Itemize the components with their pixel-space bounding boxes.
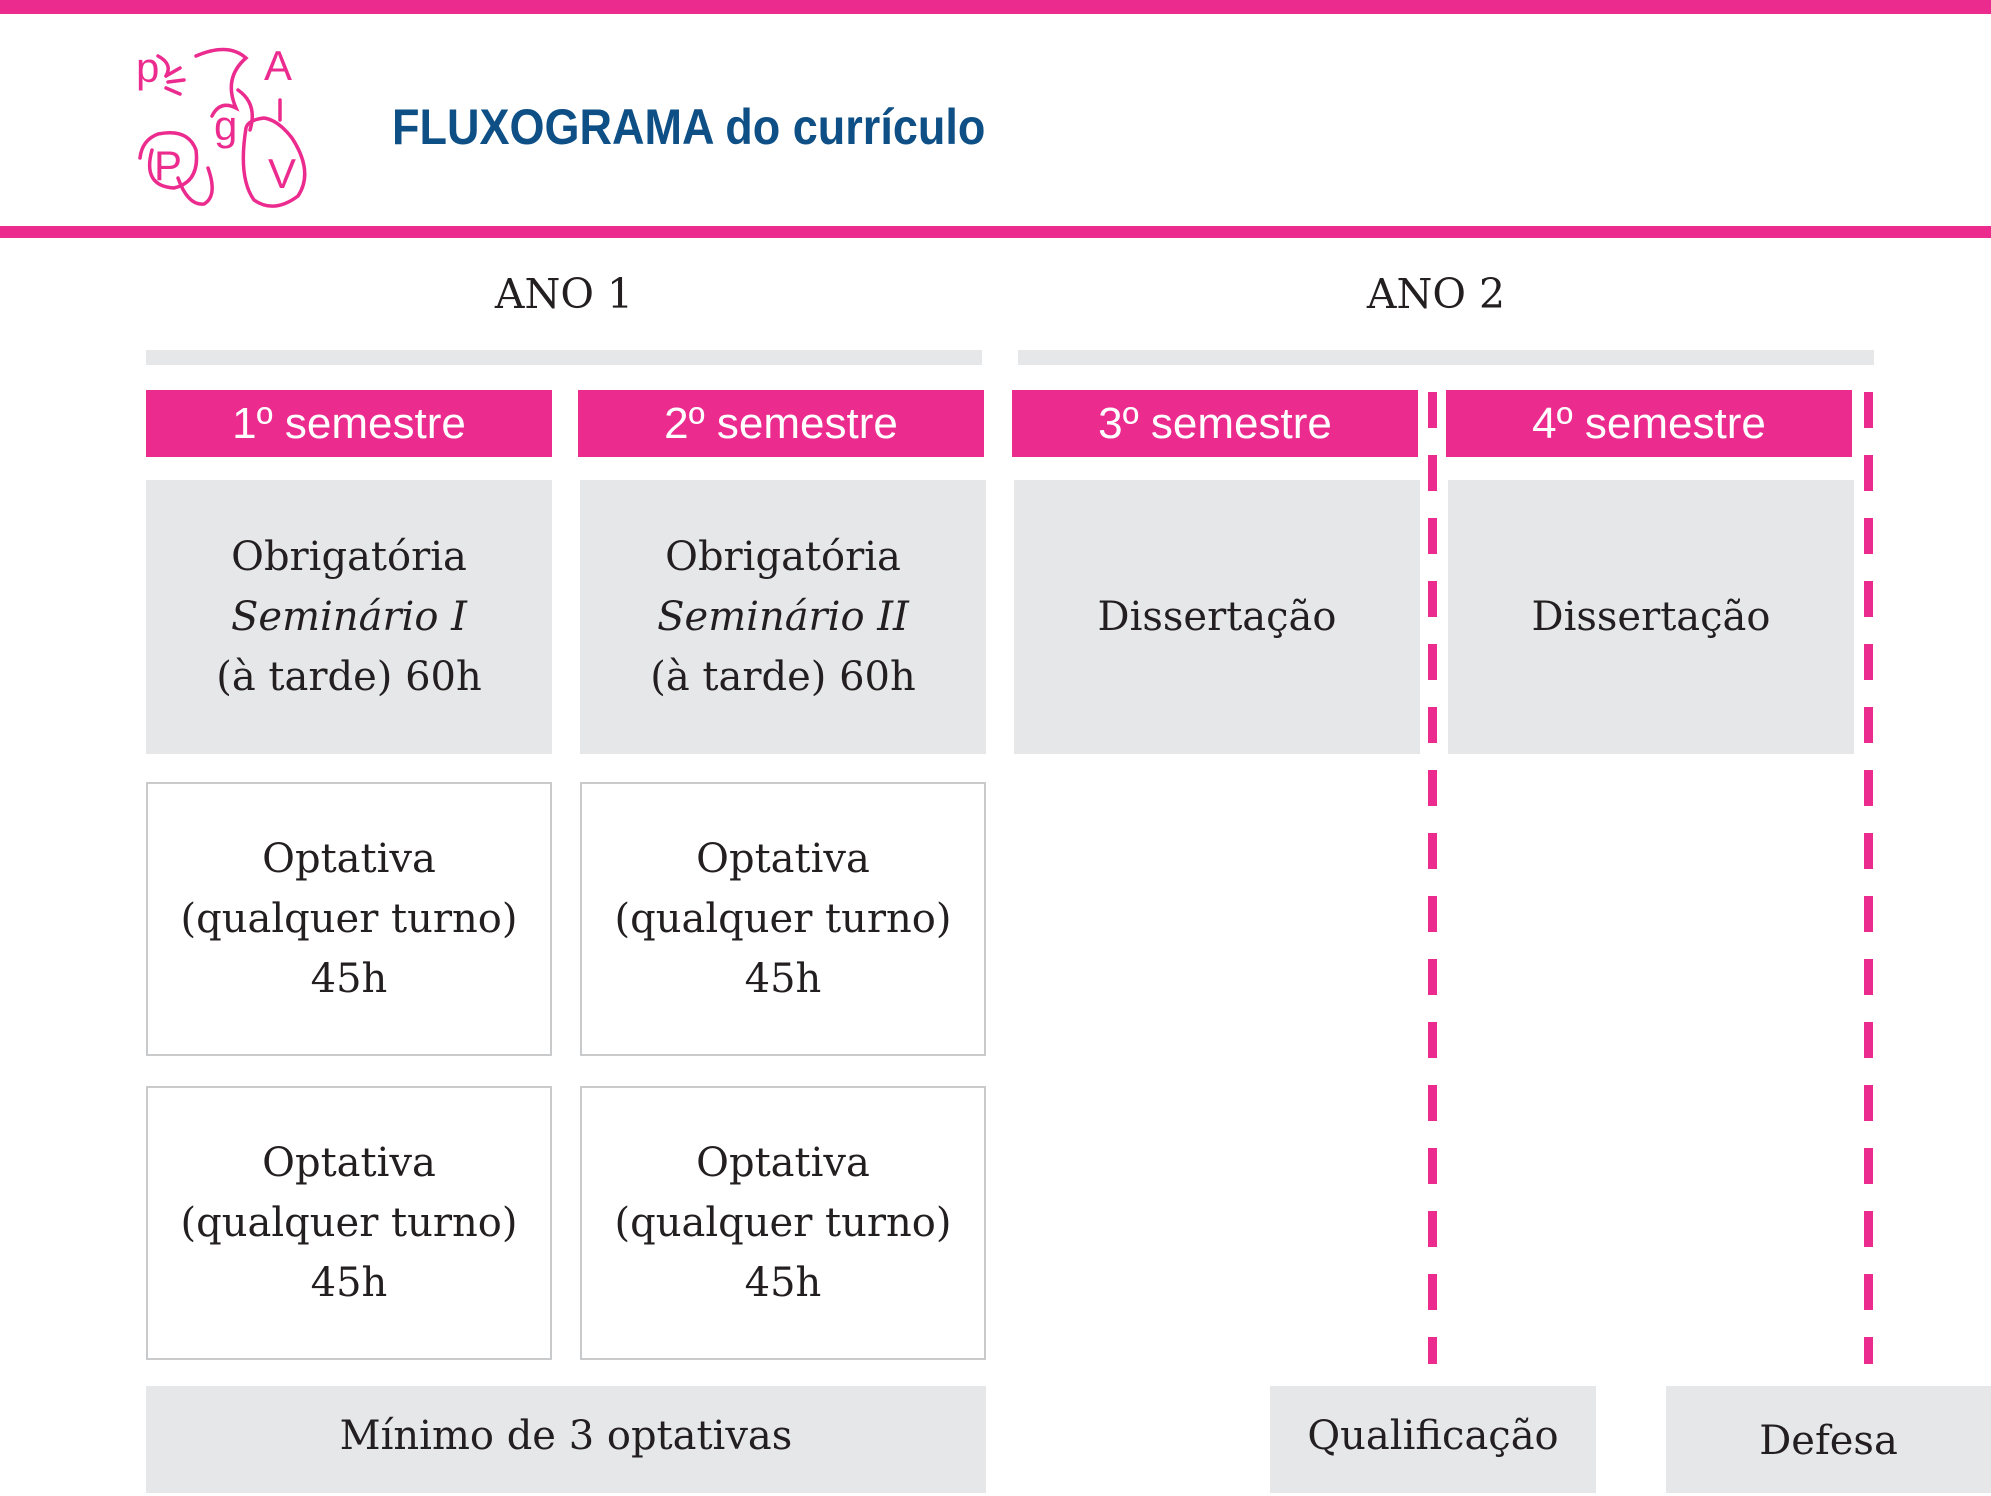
mandatory-hours: (à tarde) 60h bbox=[650, 654, 916, 700]
year-label-1: ANO 1 bbox=[494, 270, 634, 318]
logo-letter-p: p bbox=[136, 44, 160, 91]
mandatory-label: Obrigatória bbox=[665, 534, 901, 580]
elective-hours: 45h bbox=[310, 1260, 388, 1306]
logo-letter-g: g bbox=[214, 102, 238, 149]
header-top-rule bbox=[0, 0, 1991, 14]
mandatory-box-2 bbox=[580, 480, 986, 754]
year-2-divider bbox=[1018, 350, 1874, 365]
mandatory-course: Seminário I bbox=[231, 594, 467, 640]
logo-letter-v: V bbox=[268, 150, 297, 197]
elective-box bbox=[146, 782, 552, 1056]
elective-shift: (qualquer turno) bbox=[614, 1200, 952, 1246]
semester-header-1: 1º semestre bbox=[146, 390, 552, 457]
dissertation-box-2: Dissertação bbox=[1448, 480, 1854, 754]
mandatory-hours: (à tarde) 60h bbox=[216, 654, 482, 700]
elective-box bbox=[146, 1086, 552, 1360]
elective-hours: 45h bbox=[744, 1260, 822, 1306]
elective-hours: 45h bbox=[744, 956, 822, 1002]
defense-milestone: Defesa bbox=[1666, 1386, 1991, 1493]
page-title: FLUXOGRAMA do currículo bbox=[392, 99, 986, 155]
defense-dashed-line bbox=[1864, 392, 1873, 1364]
header-bottom-rule bbox=[0, 226, 1991, 238]
logo-letter-P: P bbox=[154, 142, 183, 189]
elective-shift: (qualquer turno) bbox=[180, 1200, 518, 1246]
elective-shift: (qualquer turno) bbox=[614, 896, 952, 942]
year-1-divider bbox=[146, 350, 982, 365]
elective-hours: 45h bbox=[310, 956, 388, 1002]
elective-label: Optativa bbox=[696, 836, 870, 882]
pgav-logo bbox=[128, 38, 328, 218]
qualification-milestone: Qualificação bbox=[1270, 1386, 1596, 1493]
logo-letter-a: A bbox=[264, 42, 293, 89]
semester-header-3: 3º semestre bbox=[1012, 390, 1418, 457]
elective-shift: (qualquer turno) bbox=[180, 896, 518, 942]
qualification-dashed-line bbox=[1428, 392, 1437, 1364]
dissertation-box-1: Dissertação bbox=[1014, 480, 1420, 754]
year-label-2: ANO 2 bbox=[1366, 270, 1506, 318]
elective-label: Optativa bbox=[262, 1140, 436, 1186]
mandatory-label: Obrigatória bbox=[231, 534, 467, 580]
semester-header-4: 4º semestre bbox=[1446, 390, 1852, 457]
mandatory-box-1 bbox=[146, 480, 552, 754]
semester-header-2: 2º semestre bbox=[578, 390, 984, 457]
elective-box bbox=[580, 782, 986, 1056]
minimum-electives-note: Mínimo de 3 optativas bbox=[146, 1386, 986, 1493]
elective-label: Optativa bbox=[696, 1140, 870, 1186]
elective-box bbox=[580, 1086, 986, 1360]
mandatory-course: Seminário II bbox=[657, 594, 909, 640]
elective-label: Optativa bbox=[262, 836, 436, 882]
